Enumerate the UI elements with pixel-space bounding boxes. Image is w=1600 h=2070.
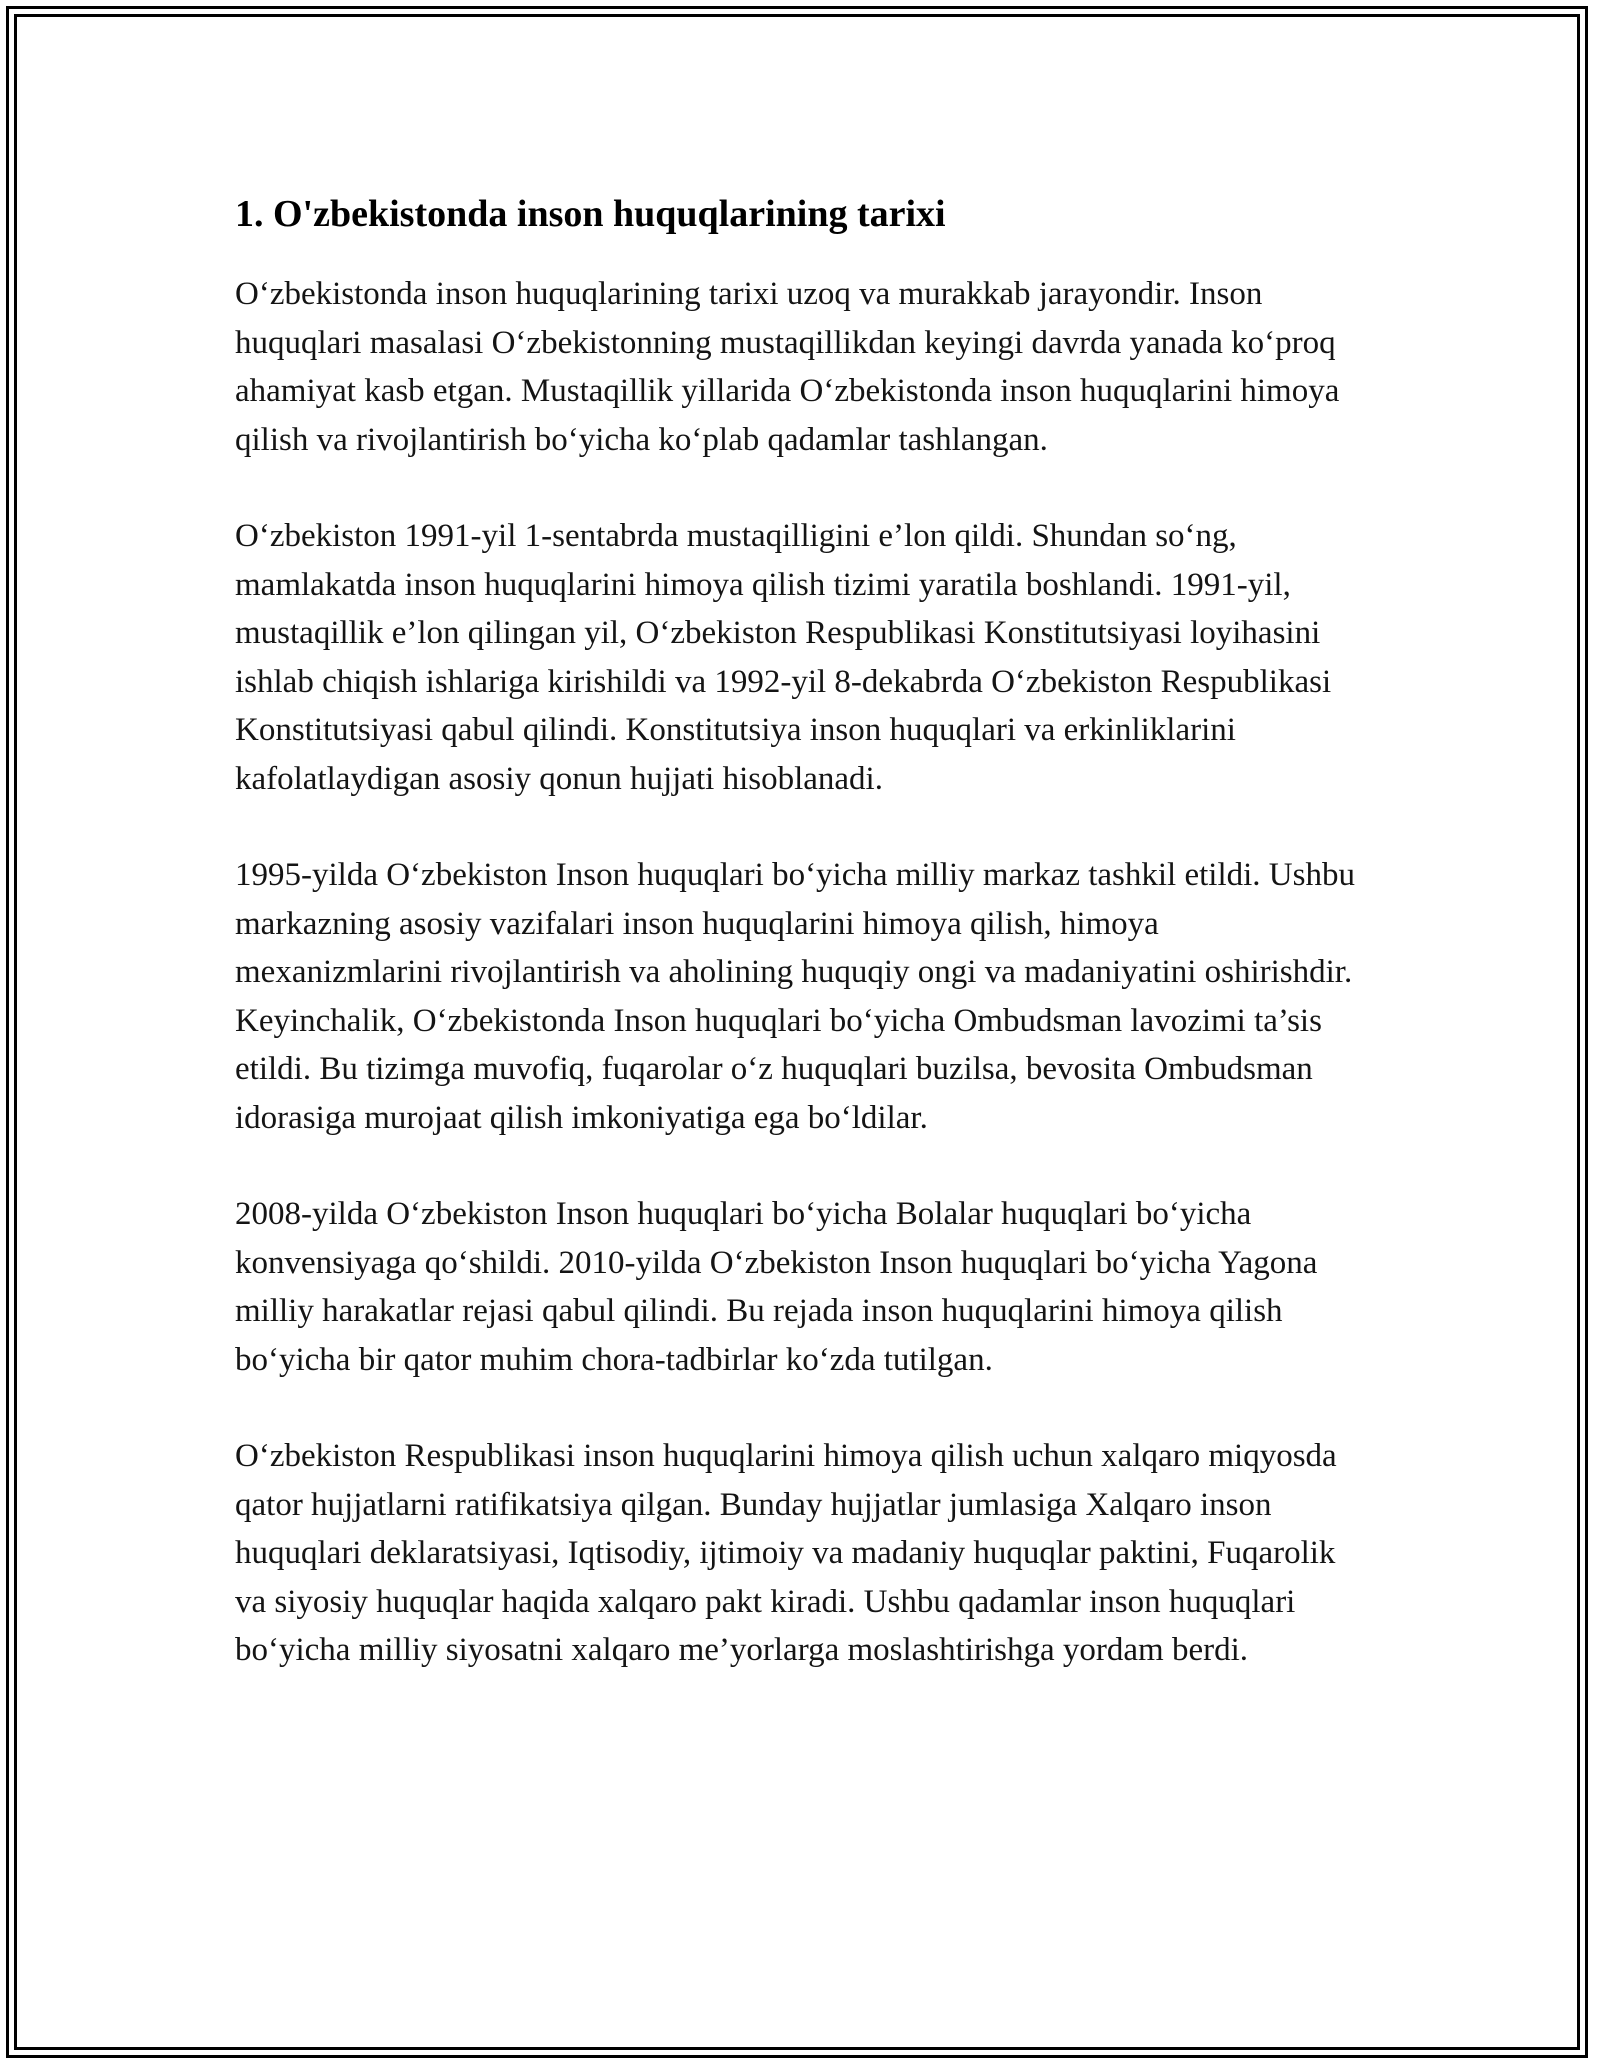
document-body [235, 188, 1370, 1723]
section-heading: 1. O'zbekistonda inson huquqlarining tarixi [235, 193, 946, 235]
paragraph-children-rights-action-plan: 2008-yilda O‘zbekiston Inson huquqlari bo‘yicha Bolalar huquqlari bo‘yicha konvensiyaga qo‘shildi. 2010-yilda O‘zbekiston Inson huquqlari bo‘yicha Yagona milliy harakatlar rejasi qabul qilindi. Bu rejada inson huquqlarini himoya qilish bo‘yicha bir qator muhim chora-tadbirlar ko‘zda tutilgan. [235, 1196, 1318, 1378]
paragraph-intro: O‘zbekistonda inson huquqlarining tarixi uzoq va murakkab jarayondir. Inson huquqlari masalasi O‘zbekistonning mustaqillikdan keyingi davrda yanada ko‘proq ahamiyat kasb etgan. Mustaqillik yillarida O‘zbekistonda inson huquqlarini himoya qilish va rivojlantirish bo‘yicha ko‘plab qadamlar tashlangan. [235, 276, 1340, 458]
paragraph-independence-constitution: O‘zbekiston 1991-yil 1-sentabrda mustaqilligini e’lon qildi. Shundan so‘ng, mamlakatda inson huquqlarini himoya qilish tizimi yaratila boshlandi. 1991-yil, mustaqillik e’lon qilingan yil, O‘zbekiston Respublikasi Konstitutsiyasi loyihasini ishlab chiqish ishlariga kirishildi va 1992-yil 8-dekabrda O‘zbekiston Respublikasi Konstitutsiyasi qabul qilindi. Konstitutsiya inson huquqlari va erkinliklarini kafolatlaydigan asosiy qonun hujjati hisoblanadi. [235, 518, 1332, 797]
paragraph-international-documents: O‘zbekiston Respublikasi inson huquqlarini himoya qilish uchun xalqaro miqyosda qator hujjatlarni ratifikatsiya qilgan. Bunday hujjatlar jumlasiga Xalqaro inson huquqlari deklaratsiyasi, Iqtisodiy, ijtimoiy va madaniy huquqlar paktini, Fuqarolik va siyosiy huquqlar haqida xalqaro pakt kiradi. Ushbu qadamlar inson huquqlari bo‘yicha milliy siyosatni xalqaro me’yorlarga moslashtirishga yordam berdi. [235, 1438, 1337, 1668]
paragraph-national-center-ombudsman: 1995-yilda O‘zbekiston Inson huquqlari bo‘yicha milliy markaz tashkil etildi. Ushbu markazning asosiy vazifalari inson huquqlarini himoya qilish, himoya mexanizmlarini rivojlantirish va aholining huquqiy ongi va madaniyatini oshirishdir. Keyinchalik, O‘zbekistonda Inson huquqlari bo‘yicha Ombudsman lavozimi ta’sis etildi. Bu tizimga muvofiq, fuqarolar o‘z huquqlari buzilsa, bevosita Ombudsman idorasiga murojaat qilish imkoniyatiga ega bo‘ldilar. [235, 857, 1355, 1136]
